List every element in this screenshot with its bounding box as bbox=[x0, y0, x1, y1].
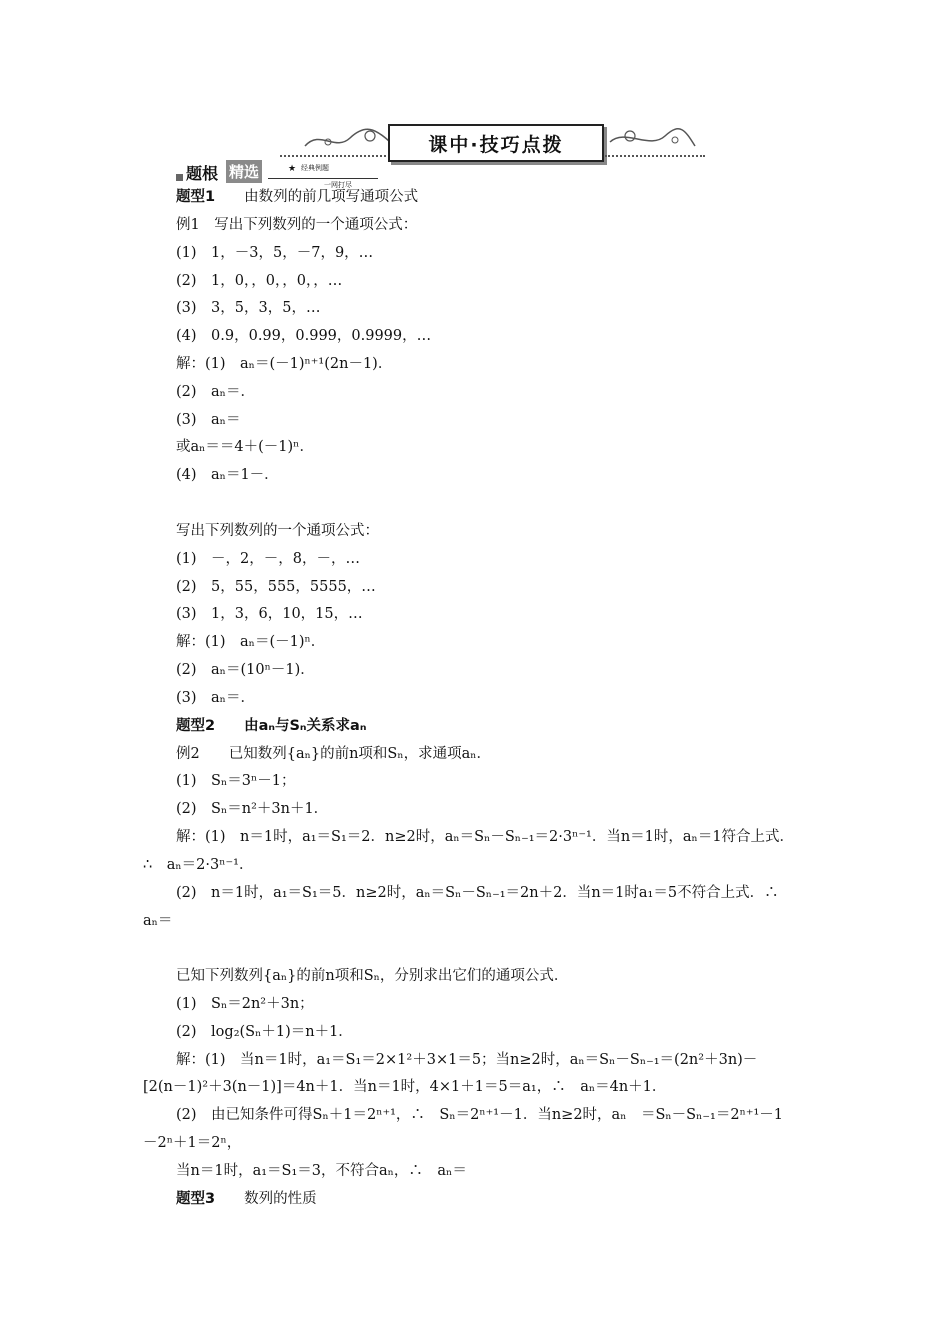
text-line: (3) aₙ＝ bbox=[176, 412, 241, 428]
star-icon: ★ bbox=[288, 164, 297, 174]
tag-label-a: 题根 bbox=[186, 164, 219, 183]
exercise-1: 写出下列数列的一个通项公式： bbox=[176, 523, 379, 539]
text-line: (3) aₙ＝． bbox=[176, 690, 255, 706]
example-2: 例2 已知数列{aₙ}的前n项和Sₙ，求通项aₙ． bbox=[176, 746, 492, 762]
text-line: [2(n－1)²＋3(n－1)]＝4n＋1．当n＝1时，4×1＋1＝5＝a₁，∴ aₙ＝4n＋1． bbox=[143, 1079, 667, 1095]
text-line: (1) Sₙ＝3ⁿ－1； bbox=[176, 773, 296, 789]
tag-small-b: 一网打尽 bbox=[324, 181, 352, 189]
text-line: (1) －，2，－，8，－，… bbox=[176, 551, 360, 567]
text-line: (2) aₙ＝． bbox=[176, 384, 255, 400]
text-line: (2) Sₙ＝n²＋3n＋1． bbox=[176, 801, 329, 817]
text-line: (2) n＝1时，a₁＝S₁＝5．n≥2时，aₙ＝Sₙ－Sₙ₋₁＝2n＋2．当n＝1时a₁＝5不符合上式．∴ bbox=[176, 885, 779, 901]
text-line: －2ⁿ＋1＝2ⁿ， bbox=[143, 1135, 242, 1151]
example-1: 例1 写出下列数列的一个通项公式： bbox=[176, 217, 418, 233]
text-line: (2) 由已知条件可得Sₙ＋1＝2ⁿ⁺¹，∴ Sₙ＝2ⁿ⁺¹－1．当n≥2时，aₙ ＝Sₙ－Sₙ₋₁＝2ⁿ⁺¹－1 bbox=[176, 1107, 784, 1123]
text-line: (3) 1，3，6，10，15，… bbox=[176, 606, 363, 622]
section-banner bbox=[280, 122, 705, 162]
section-tag bbox=[176, 161, 406, 189]
text-line: (2) aₙ＝(10ⁿ－1)． bbox=[176, 662, 315, 678]
tag-underline bbox=[268, 178, 378, 179]
text-line: (3) 3，5，3，5，… bbox=[176, 300, 321, 316]
text-line: aₙ＝ bbox=[143, 913, 173, 929]
text-line: (1) 1，－3，5，－7，9，… bbox=[176, 245, 374, 261]
text-line: (2) 1，0，，0，，0，，… bbox=[176, 273, 343, 289]
banner-dotted-rule-right bbox=[605, 155, 705, 157]
banner-title: 课中·技巧点拨 bbox=[388, 124, 604, 162]
banner-dotted-rule-left bbox=[280, 155, 390, 157]
heading-type-3: 题型3 数列的性质 bbox=[176, 1191, 317, 1207]
text-line: 当n＝1时，a₁＝S₁＝3，不符合aₙ，∴ aₙ＝ bbox=[176, 1163, 467, 1179]
square-bullet-icon bbox=[176, 174, 183, 181]
text-line: (4) 0.9，0.99，0.999，0.9999，… bbox=[176, 328, 432, 344]
heading-type-2: 题型2 由aₙ与Sₙ关系求aₙ bbox=[176, 718, 367, 734]
flourish-ornament-icon bbox=[605, 124, 700, 154]
tag-small-a: 经典例题 bbox=[301, 164, 329, 172]
heading-type-1: 题型1 由数列的前几项写通项公式 bbox=[176, 189, 419, 205]
tag-label-b: 精选 bbox=[226, 160, 262, 183]
text-line: 解：(1) 当n＝1时，a₁＝S₁＝2×1²＋3×1＝5；当n≥2时，aₙ＝Sₙ－Sₙ₋₁＝(2n²＋3n)－ bbox=[176, 1052, 758, 1068]
text-line: (2) log₂(Sₙ＋1)＝n＋1． bbox=[176, 1024, 353, 1040]
text-line: (2) 5，55，555，5555，… bbox=[176, 579, 376, 595]
text-line: (4) aₙ＝1－． bbox=[176, 467, 279, 483]
text-line: (1) Sₙ＝2n²＋3n； bbox=[176, 996, 314, 1012]
text-line: 或aₙ＝＝4＋(－1)ⁿ． bbox=[176, 439, 314, 455]
flourish-ornament-icon bbox=[300, 124, 395, 154]
exercise-2: 已知下列数列{aₙ}的前n项和Sₙ，分别求出它们的通项公式． bbox=[176, 968, 569, 984]
text-line: 解：(1) n＝1时，a₁＝S₁＝2．n≥2时，aₙ＝Sₙ－Sₙ₋₁＝2·3ⁿ⁻¹．当n＝1时，aₙ＝1符合上式． bbox=[176, 829, 795, 845]
text-line: 解：(1) aₙ＝(－1)ⁿ． bbox=[176, 634, 326, 650]
text-line: ∴ aₙ＝2·3ⁿ⁻¹． bbox=[143, 857, 254, 873]
text-line: 解：(1) aₙ＝(－1)ⁿ⁺¹(2n－1)． bbox=[176, 356, 393, 372]
